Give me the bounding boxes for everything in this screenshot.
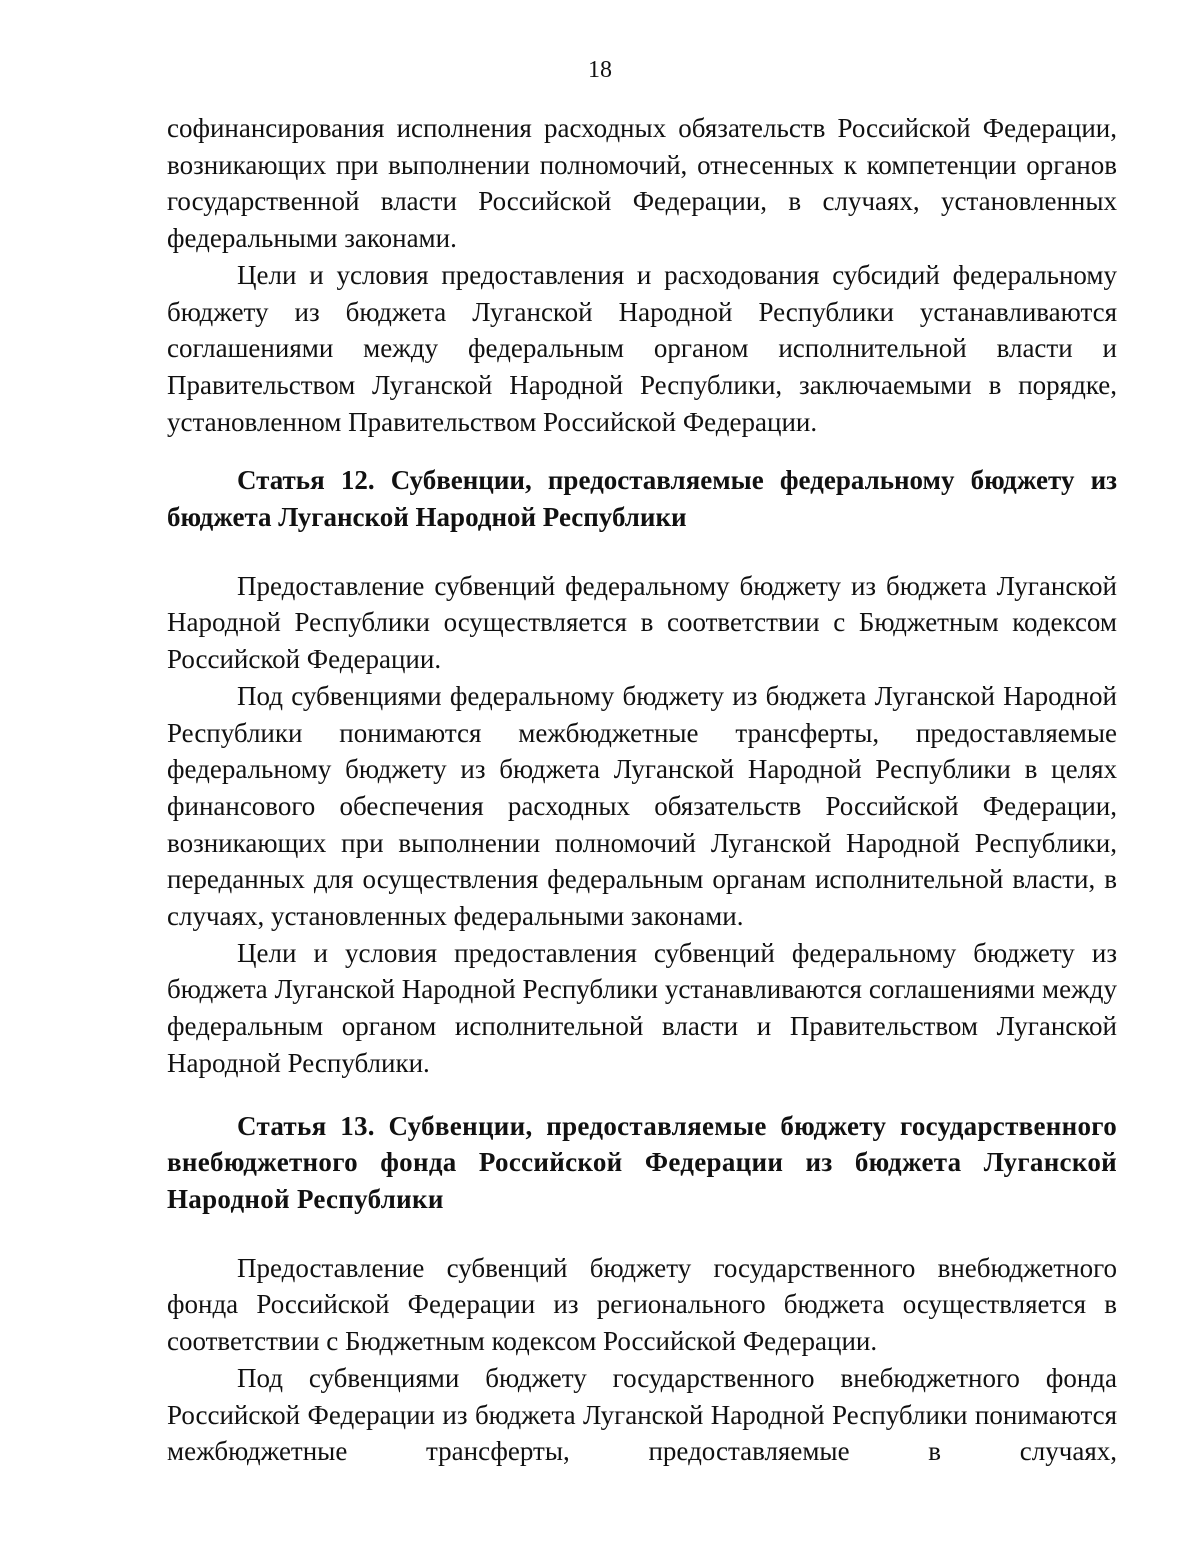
paragraph-continuation: софинансирования исполнения расходных обязательств Российской Федерации, возникающих при выполнении полномочий, отнесенных к компетенции органов государственной власти Российской Федерации, в случаях, установленных федеральными законами. [167,113,1117,254]
article-12-paragraph: Предоставление субвенций федеральному бюджету из бюджета Луганской Народной Республики осуществляется в соответствии с Бюджетным кодексом Российской Федерации. [167,570,1117,675]
page-number: 18 [588,57,612,83]
article-13-paragraph: Предоставление субвенций бюджету государственного внебюджетного фонда Российской Федерации из регионального бюджета осуществляется в соответствии с Бюджетным кодексом Российской Федерации. [167,1252,1117,1357]
article-12-heading: Статья 12. Субвенции, предоставляемые федеральному бюджету из бюджета Луганской Народной Республики [167,465,1117,533]
document-body [167,110,1117,1470]
article-12-paragraph: Цели и условия предоставления субвенций федеральному бюджету из бюджета Луганской Народной Республики устанавливаются соглашениями между федеральным органом исполнительной власти и Правительством Луганской Народной Республики. [167,937,1117,1078]
article-13-paragraph: Под субвенциями бюджету государственного внебюджетного фонда Российской Федерации из бюджета Луганской Народной Республики понимаются межбюджетные трансферты, предоставляемые в случаях, [167,1362,1117,1467]
article-13-heading: Статья 13. Субвенции, предоставляемые бюджету государственного внебюджетного фонда Российской Федерации из бюджета Луганской Народной Республики [167,1110,1117,1214]
article-12-paragraph: Под субвенциями федеральному бюджету из бюджета Луганской Народной Республики понимаются межбюджетные трансферты, предоставляемые федеральному бюджету из бюджета Луганской Народной Республики в целях финансового обеспечения расходных обязательств Российской Федерации, возникающих при выполнении полномочий Луганской Народной Республики, переданных для осуществления федеральным органам исполнительной власти, в случаях, установленных федеральными законами. [167,680,1117,932]
paragraph-subsidies-goals: Цели и условия предоставления и расходования субсидий федеральному бюджету из бюджета Луганской Народной Республики устанавливаются соглашениями между федеральным органом исполнительной власти и Правительством Луганской Народной Республики, заключаемыми в порядке, установленном Правительством Российской Федерации. [167,259,1117,437]
